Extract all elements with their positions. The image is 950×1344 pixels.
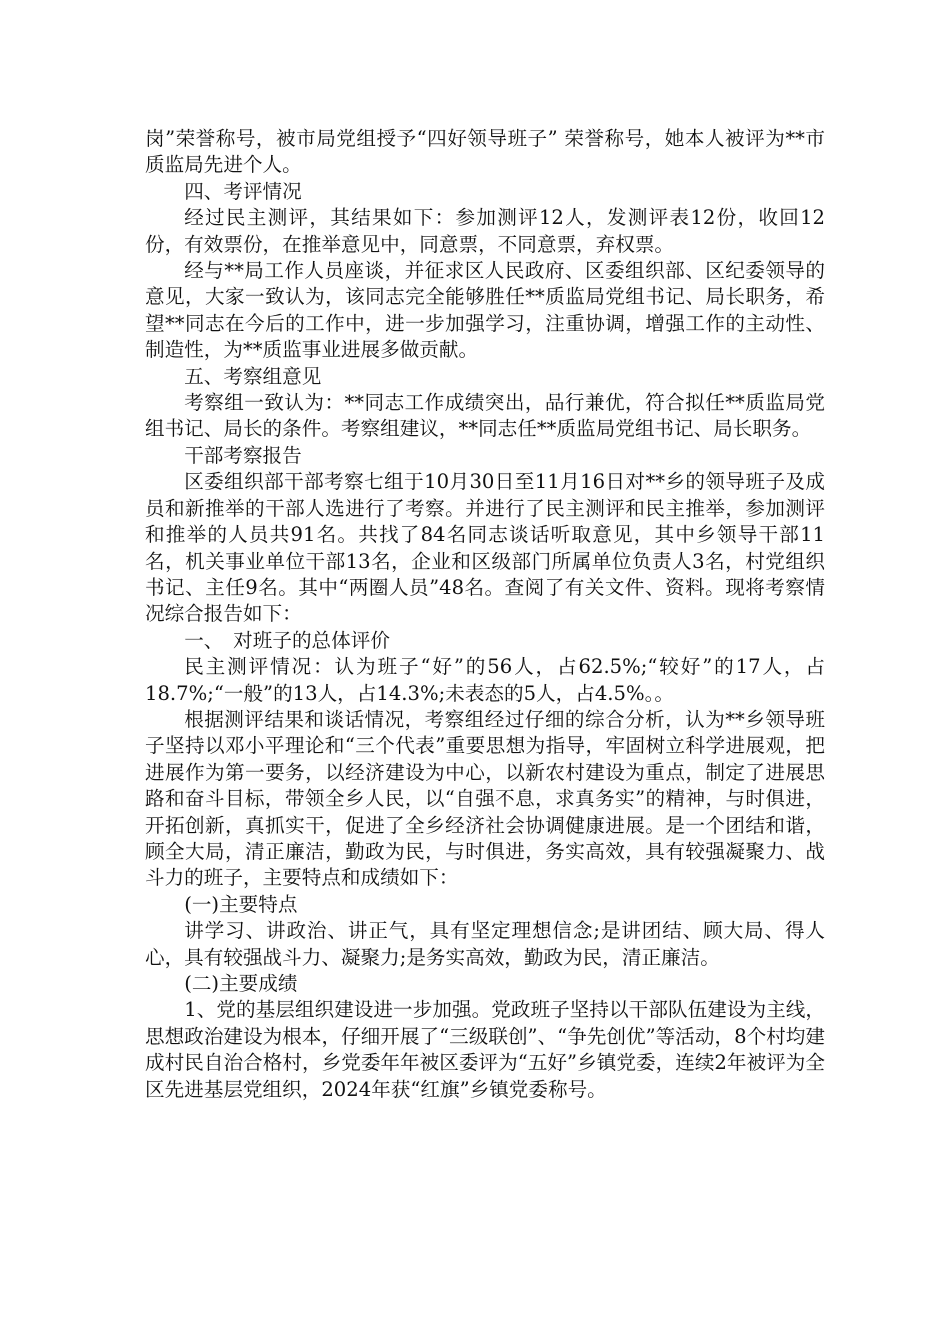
paragraph-consultation: 经与**局工作人员座谈，并征求区人民政府、区委组织部、区纪委领导的意见，大家一致认为，该同志完全能够胜任**质监局党组书记、局长职务，希望**同志在今后的工作中，进一步加强学习，注重协调，增强工作的主动性、制造性，为**质监事业进展多做贡献。 <box>145 259 825 362</box>
heading-cadre-report: 干部考察报告 <box>184 443 302 467</box>
paragraph-poll-results: 民主测评情况：认为班子“好”的56人，占62.5%;“较好”的17人，占18.7%;“一般”的13人，占14.3%;未表态的5人，占4.5%。。 <box>145 655 825 705</box>
paragraph-report-intro: 区委组织部干部考察七组于10月30日至11月16日对**乡的领导班子及成员和新推举的干部人选进行了考察。并进行了民主测评和民主推举，参加测评和推举的人员共91名。共找了84名同志谈话听取意见，其中乡领导干部11名，机关事业单位干部13名，企业和区级部门所属单位负责人3名，村党组织书记、主任9名。其中“两圈人员”48名。查阅了有关文件、资料。现将考察情况综合报告如下： <box>145 470 825 626</box>
heading-main-achievements: (二)主要成绩 <box>184 972 298 995</box>
paragraph-voting-results: 经过民主测评，其结果如下：参加测评12人，发测评表12份，收回12份，有效票份，在推举意见中，同意票，不同意票，弃权票。 <box>145 206 825 256</box>
heading-evaluation: 四、考评情况 <box>184 179 302 203</box>
paragraph-analysis: 根据测评结果和谈话情况，考察组经过仔细的综合分析，认为**乡领导班子坚持以邓小平理论和“三个代表”重要思想为指导，牢固树立科学进展观，把进展作为第一要务，以经济建设为中心，以新农村建设为重点，制定了进展思路和奋斗目标，带领全乡人民，以“自强不息，求真务实”的精神，与时俱进，开拓创新，真抓实干，促进了全乡经济社会协调健康进展。是一个团结和谐，顾全大局，清正廉洁，勤政为民，与时俱进，务实高效，具有较强凝聚力、战斗力的班子，主要特点和成绩如下： <box>145 707 825 890</box>
document-body <box>145 126 825 1103</box>
heading-inspection-opinion: 五、考察组意见 <box>184 364 322 388</box>
heading-main-features: (一)主要特点 <box>184 892 298 916</box>
paragraph-achievement-1: 1、党的基层组织建设进一步加强。党政班子坚持以干部队伍建设为主线，思想政治建设为根本，仔细开展了“三级联创”、“争先创优”等活动，8个村均建成村民自治合格村，乡党委年年被区委评为“五好”乡镇党委，连续2年被评为全区先进基层党组织，2024年获“红旗”乡镇党委称号。 <box>145 998 825 1101</box>
paragraph-inspection-opinion: 考察组一致认为：**同志工作成绩突出，品行兼优，符合拟任**质监局党组书记、局长的条件。考察组建议，**同志任**质监局党组书记、局长职务。 <box>145 391 825 441</box>
paragraph-honors-continuation: 岗”荣誉称号，被市局党组授予“四好领导班子” 荣誉称号，她本人被评为**市质监局先进个人。 <box>145 127 825 177</box>
heading-overall-evaluation: 一、 对班子的总体评价 <box>184 628 390 652</box>
paragraph-main-features: 讲学习、讲政治、讲正气，具有坚定理想信念;是讲团结、顾大局、得人心，具有较强战斗力、凝聚力;是务实高效，勤政为民，清正廉洁。 <box>145 919 825 969</box>
